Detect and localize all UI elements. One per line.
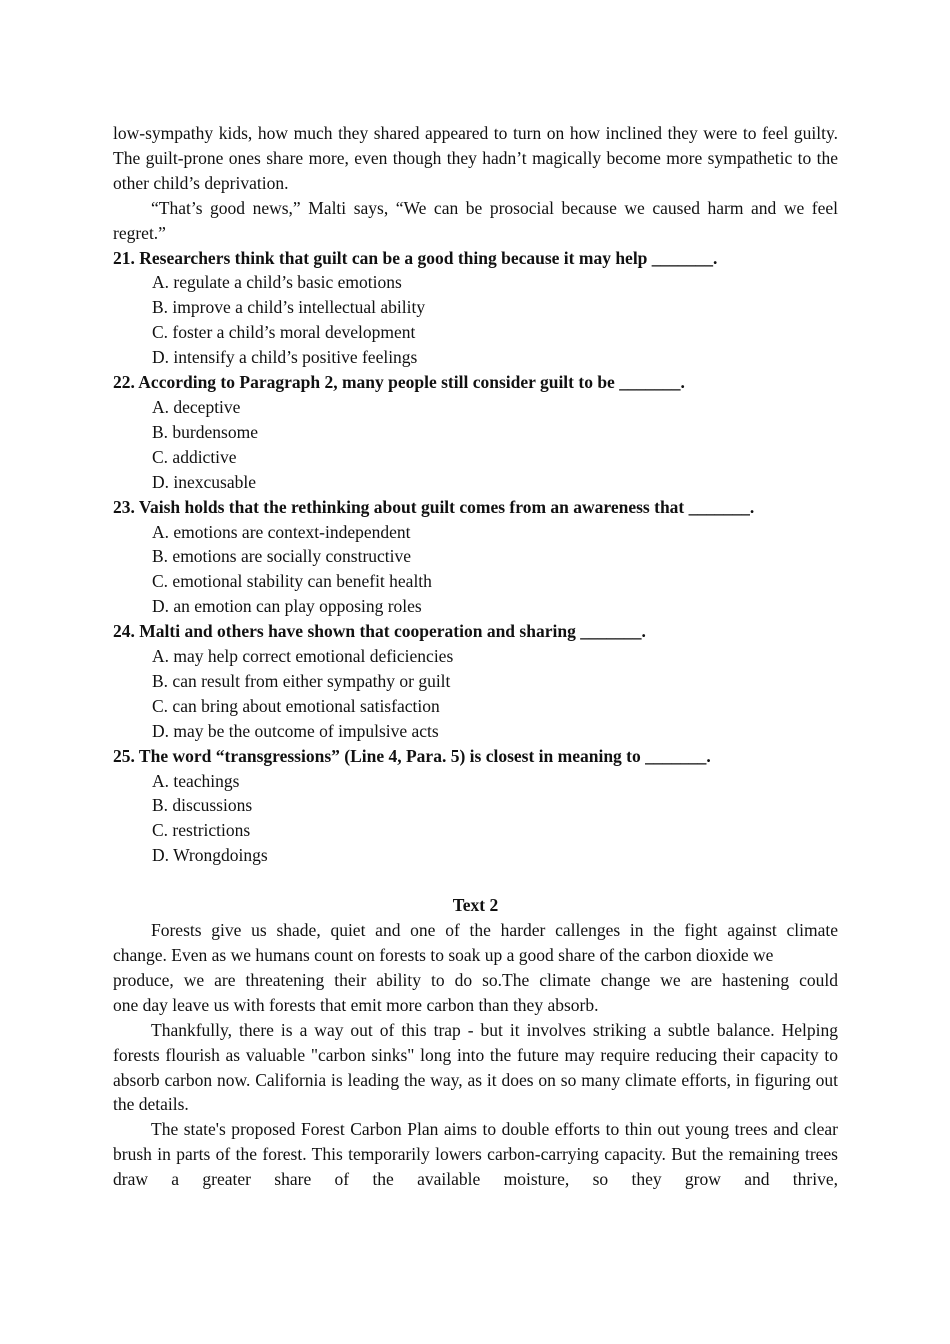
option-b: B. burdensome: [152, 421, 258, 442]
question-21: [113, 246, 838, 371]
text2-paragraph-3: The state's proposed Forest Carbon Plan aims to double efforts to thin out young trees and clear brush in parts of the forest. This temporarily lowers carbon-carrying capacity. But the remaining trees draw a greater share of the available moisture, so they grow and thrive,: [113, 1119, 838, 1190]
option-b: B. emotions are socially constructive: [152, 546, 412, 567]
option-c: C. addictive: [152, 446, 237, 467]
text2-line: one day leave us with forests that emit more carbon than they absorb.: [113, 994, 599, 1015]
document-page: [113, 121, 838, 1192]
option-a: A. emotions are context-independent: [152, 521, 411, 542]
text2-paragraph-2: Thankfully, there is a way out of this trap - but it involves striking a subtle balance. Helping forests flourish as valuable "carbon sinks" long into the future may require reducing their capacity to absorb carbon now. California is leading the way, as it does on so many climate efforts, in figuring out the details.: [113, 1019, 838, 1115]
question-22: [113, 370, 838, 495]
option-a: A. teachings: [152, 770, 240, 791]
text1-paragraph: low-sympathy kids, how much they shared appeared to turn on how inclined they were to feel guilty. The guilt-prone ones share more, even though they hadn’t magically become more sympathetic to the other child’s deprivation.: [113, 123, 838, 193]
question-stem: 25. The word “transgressions” (Line 4, Para. 5) is closest in meaning to _______.: [113, 745, 711, 766]
question-24: [113, 619, 838, 744]
option-d: D. intensify a child’s positive feelings: [152, 347, 418, 368]
question-23: [113, 495, 838, 620]
question-25: [113, 744, 838, 869]
option-b: B. discussions: [152, 795, 253, 816]
option-c: C. emotional stability can benefit health: [152, 571, 432, 592]
option-a: A. regulate a child’s basic emotions: [152, 272, 402, 293]
option-c: C. restrictions: [152, 820, 251, 841]
option-b: B. improve a child’s intellectual ability: [152, 297, 426, 318]
option-b: B. can result from either sympathy or guilt: [152, 670, 451, 691]
option-c: C. can bring about emotional satisfaction: [152, 695, 440, 716]
text2-paragraph-1: [113, 918, 838, 1018]
question-stem: 23. Vaish holds that the rethinking about guilt comes from an awareness that _______.: [113, 496, 755, 517]
text2-heading: Text 2: [452, 895, 499, 916]
text2-line: Forests give us shade, quiet and one of the harder callenges in the fight against climate: [151, 920, 838, 941]
option-c: C. foster a child’s moral development: [152, 322, 416, 343]
option-a: A. deceptive: [152, 396, 241, 417]
option-d: D. may be the outcome of impulsive acts: [152, 720, 439, 741]
text2-line: change. Even as we humans count on forests to soak up a good share of the carbon dioxide we: [113, 945, 774, 965]
question-stem: 21. Researchers think that guilt can be a good thing because it may help _______.: [113, 247, 718, 268]
text2-line: produce, we are threatening their ability to do so.The climate change we are hastening could: [113, 969, 838, 990]
text1-quote-paragraph: “That’s good news,” Malti says, “We can be prosocial because we caused harm and we feel regret.”: [113, 197, 838, 243]
option-d: D. an emotion can play opposing roles: [152, 596, 422, 617]
option-d: D. Wrongdoings: [152, 845, 268, 866]
question-stem: 24. Malti and others have shown that cooperation and sharing _______.: [113, 621, 646, 642]
question-stem: 22. According to Paragraph 2, many people still consider guilt to be _______.: [113, 372, 685, 393]
option-d: D. inexcusable: [152, 471, 256, 492]
option-a: A. may help correct emotional deficiencies: [152, 646, 454, 667]
